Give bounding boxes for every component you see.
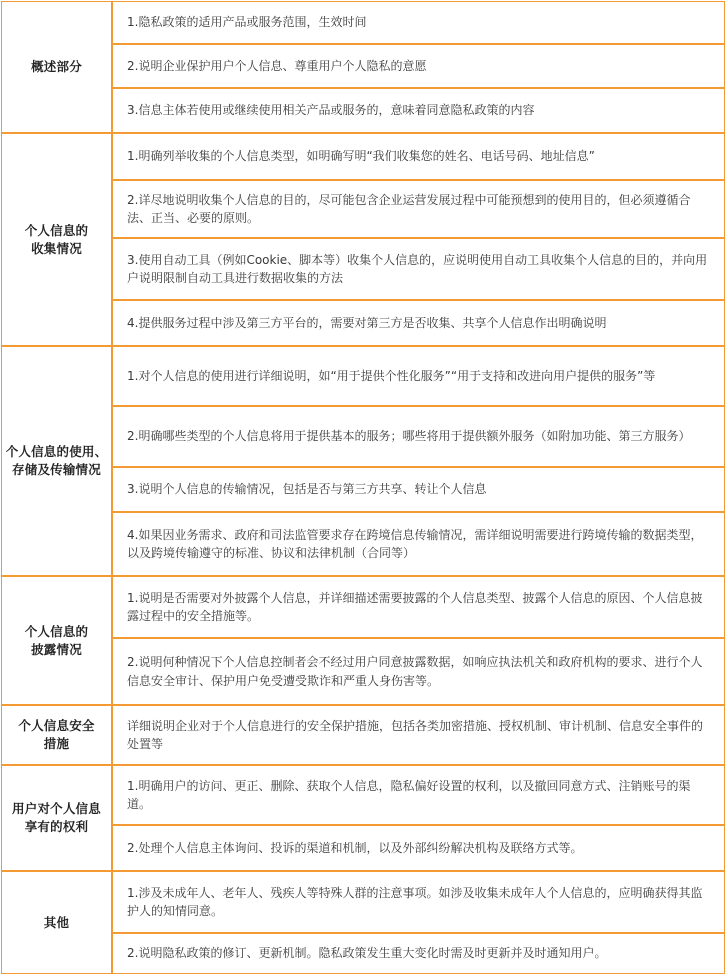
section-item: 1.说明是否需要对外披露个人信息，并详细描述需要披露的个人信息类型、披露个人信息的原因、个人信息披露过程中的安全措施等。 [112,576,725,638]
section-item: 详细说明企业对于个人信息进行的安全保护措施，包括各类加密措施、授权机制、审计机制、信息安全事件的处置等 [112,705,725,765]
section-item: 1.明确列举收集的个人信息类型，如明确写明“我们收集您的姓名、电话号码、地址信息” [112,133,725,180]
section-item: 2.处理个人信息主体询问、投诉的渠道和机制，以及外部纠纷解决机构及联络方式等。 [112,825,725,871]
section-title: 个人信息安全措施 [1,705,112,765]
section-title: 概述部分 [1,1,112,133]
section-title: 个人信息的披露情况 [1,576,112,705]
section-item: 2.说明隐私政策的修订、更新机制。隐私政策发生重大变化时需及时更新并及时通知用户。 [112,933,725,974]
section-item: 2.详尽地说明收集个人信息的目的，尽可能包含企业运营发展过程中可能预想到的使用目的，但必须遵循合法、正当、必要的原则。 [112,180,725,238]
table-row [1,346,725,406]
section-item: 4.如果因业务需求、政府和司法监管要求存在跨境信息传输情况，需详细说明需要进行跨境传输的数据类型，以及跨境传输遵守的标准、协议和法律机制（合同等） [112,512,725,576]
section-item: 2.说明企业保护用户个人信息、尊重用户个人隐私的意愿 [112,44,725,88]
section-item: 4.提供服务过程中涉及第三方平台的，需要对第三方是否收集、共享个人信息作出明确说明 [112,300,725,346]
section-item: 2.明确哪些类型的个人信息将用于提供基本的服务；哪些将用于提供额外服务（如附加功能、第三方服务） [112,406,725,467]
section-title: 个人信息的收集情况 [1,133,112,346]
privacy-policy-table [1,1,725,974]
section-item: 3.使用自动工具（例如Cookie、脚本等）收集个人信息的，应说明使用自动工具收集个人信息的目的，并向用户说明限制自动工具进行数据收集的方法 [112,238,725,300]
table-row [1,576,725,638]
section-item: 2.说明何种情况下个人信息控制者会不经过用户同意披露数据，如响应执法机关和政府机构的要求、进行个人信息安全审计、保护用户免受遭受欺诈和严重人身伤害等。 [112,638,725,705]
table-row [1,133,725,180]
section-title: 个人信息的使用、存储及传输情况 [1,346,112,576]
section-item: 3.说明个人信息的传输情况，包括是否与第三方共享、转让个人信息 [112,467,725,512]
section-item: 3.信息主体若使用或继续使用相关产品或服务的，意味着同意隐私政策的内容 [112,88,725,133]
section-item: 1.明确用户的访问、更正、删除、获取个人信息，隐私偏好设置的权利，以及撤回同意方式、注销账号的渠道。 [112,765,725,825]
section-item: 1.对个人信息的使用进行详细说明，如“用于提供个性化服务”“用于支持和改进向用户提供的服务”等 [112,346,725,406]
section-item: 1.涉及未成年人、老年人、残疾人等特殊人群的注意事项。如涉及收集未成年人个人信息的，应明确获得其监护人的知情同意。 [112,871,725,933]
table-row [1,1,725,44]
section-item: 1.隐私政策的适用产品或服务范围，生效时间 [112,1,725,44]
section-title: 其他 [1,871,112,974]
table-row [1,705,725,765]
table-row [1,765,725,825]
section-title: 用户对个人信息享有的权利 [1,765,112,871]
table-row [1,871,725,933]
